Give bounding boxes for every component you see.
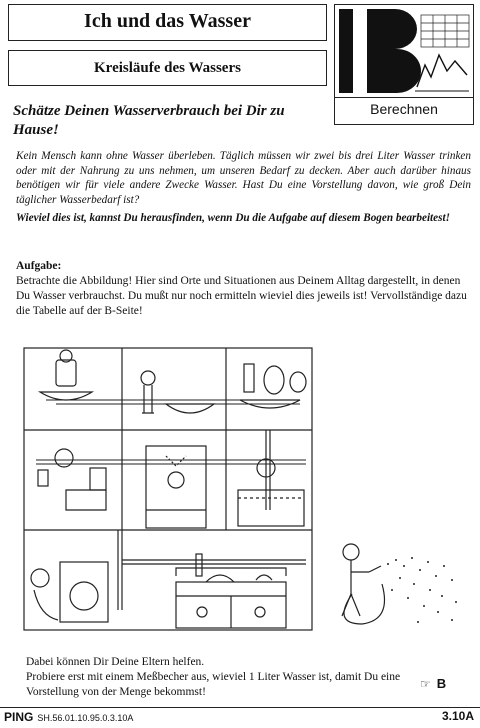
task-label: Aufgabe: — [16, 260, 62, 272]
b-side-label: B — [436, 676, 447, 691]
page-title: Ich und das Wasser — [84, 10, 251, 32]
logo-label: Berechnen — [370, 101, 438, 117]
intro-emphasis: Wieviel dies ist, kannst Du herausfinden, wenn Du die Aufgabe auf diesem Bogen bearbeitest! — [16, 212, 450, 224]
logo-divider — [335, 97, 473, 98]
house-water-illustration — [16, 340, 466, 640]
footer-divider — [0, 707, 480, 708]
title-box — [8, 4, 327, 41]
task-text: Betrachte die Abbildung! Hier sind Orte und Situationen aus Deinem Alltag dargestellt, in denen Du Wasser verbrauchst. Du mußt nur noch ermitteln wieviel dies jeweils ist! Vervollständige dazu die Tabelle auf der B-Seite! — [16, 275, 467, 317]
pointing-hand-icon: ☞ — [420, 677, 431, 691]
calculate-logo-icon — [335, 5, 475, 97]
footer-code — [4, 710, 133, 724]
page-number: 3.10A — [441, 709, 474, 723]
page-subtitle: Kreisläufe des Wassers — [94, 60, 241, 76]
footer-line-1: Dabei können Dir Deine Eltern helfen. — [26, 656, 205, 668]
document-code: SH.56.01.10.95.0.3.10A — [37, 713, 134, 723]
section-heading: Schätze Deinen Wasserverbrauch bei Dir zu Hause! — [13, 103, 285, 138]
brand-label: PING — [4, 710, 34, 724]
footer-line-2: Probiere erst mit einem Meßbecher aus, wieviel 1 Liter Wasser ist, damit Du eine Vorstellung von der Menge bekommst! — [26, 671, 401, 698]
b-side-reference — [420, 676, 446, 691]
intro-text: Kein Mensch kann ohne Wasser überleben. Täglich müssen wir zwei bis drei Liter Wasser trinken oder mit der Nahrung zu uns nehmen, um unseren Bedarf zu decken. Aber auch darüber hinaus benötigen wir für viele andere Zwecke Wasser. Hast Du eine Vorstellung davon, wie groß Dein täglicher Wasserbedarf ist? — [16, 150, 471, 206]
footer-text — [26, 655, 426, 700]
berechnen-logo — [334, 4, 474, 125]
subtitle-box — [8, 50, 327, 86]
